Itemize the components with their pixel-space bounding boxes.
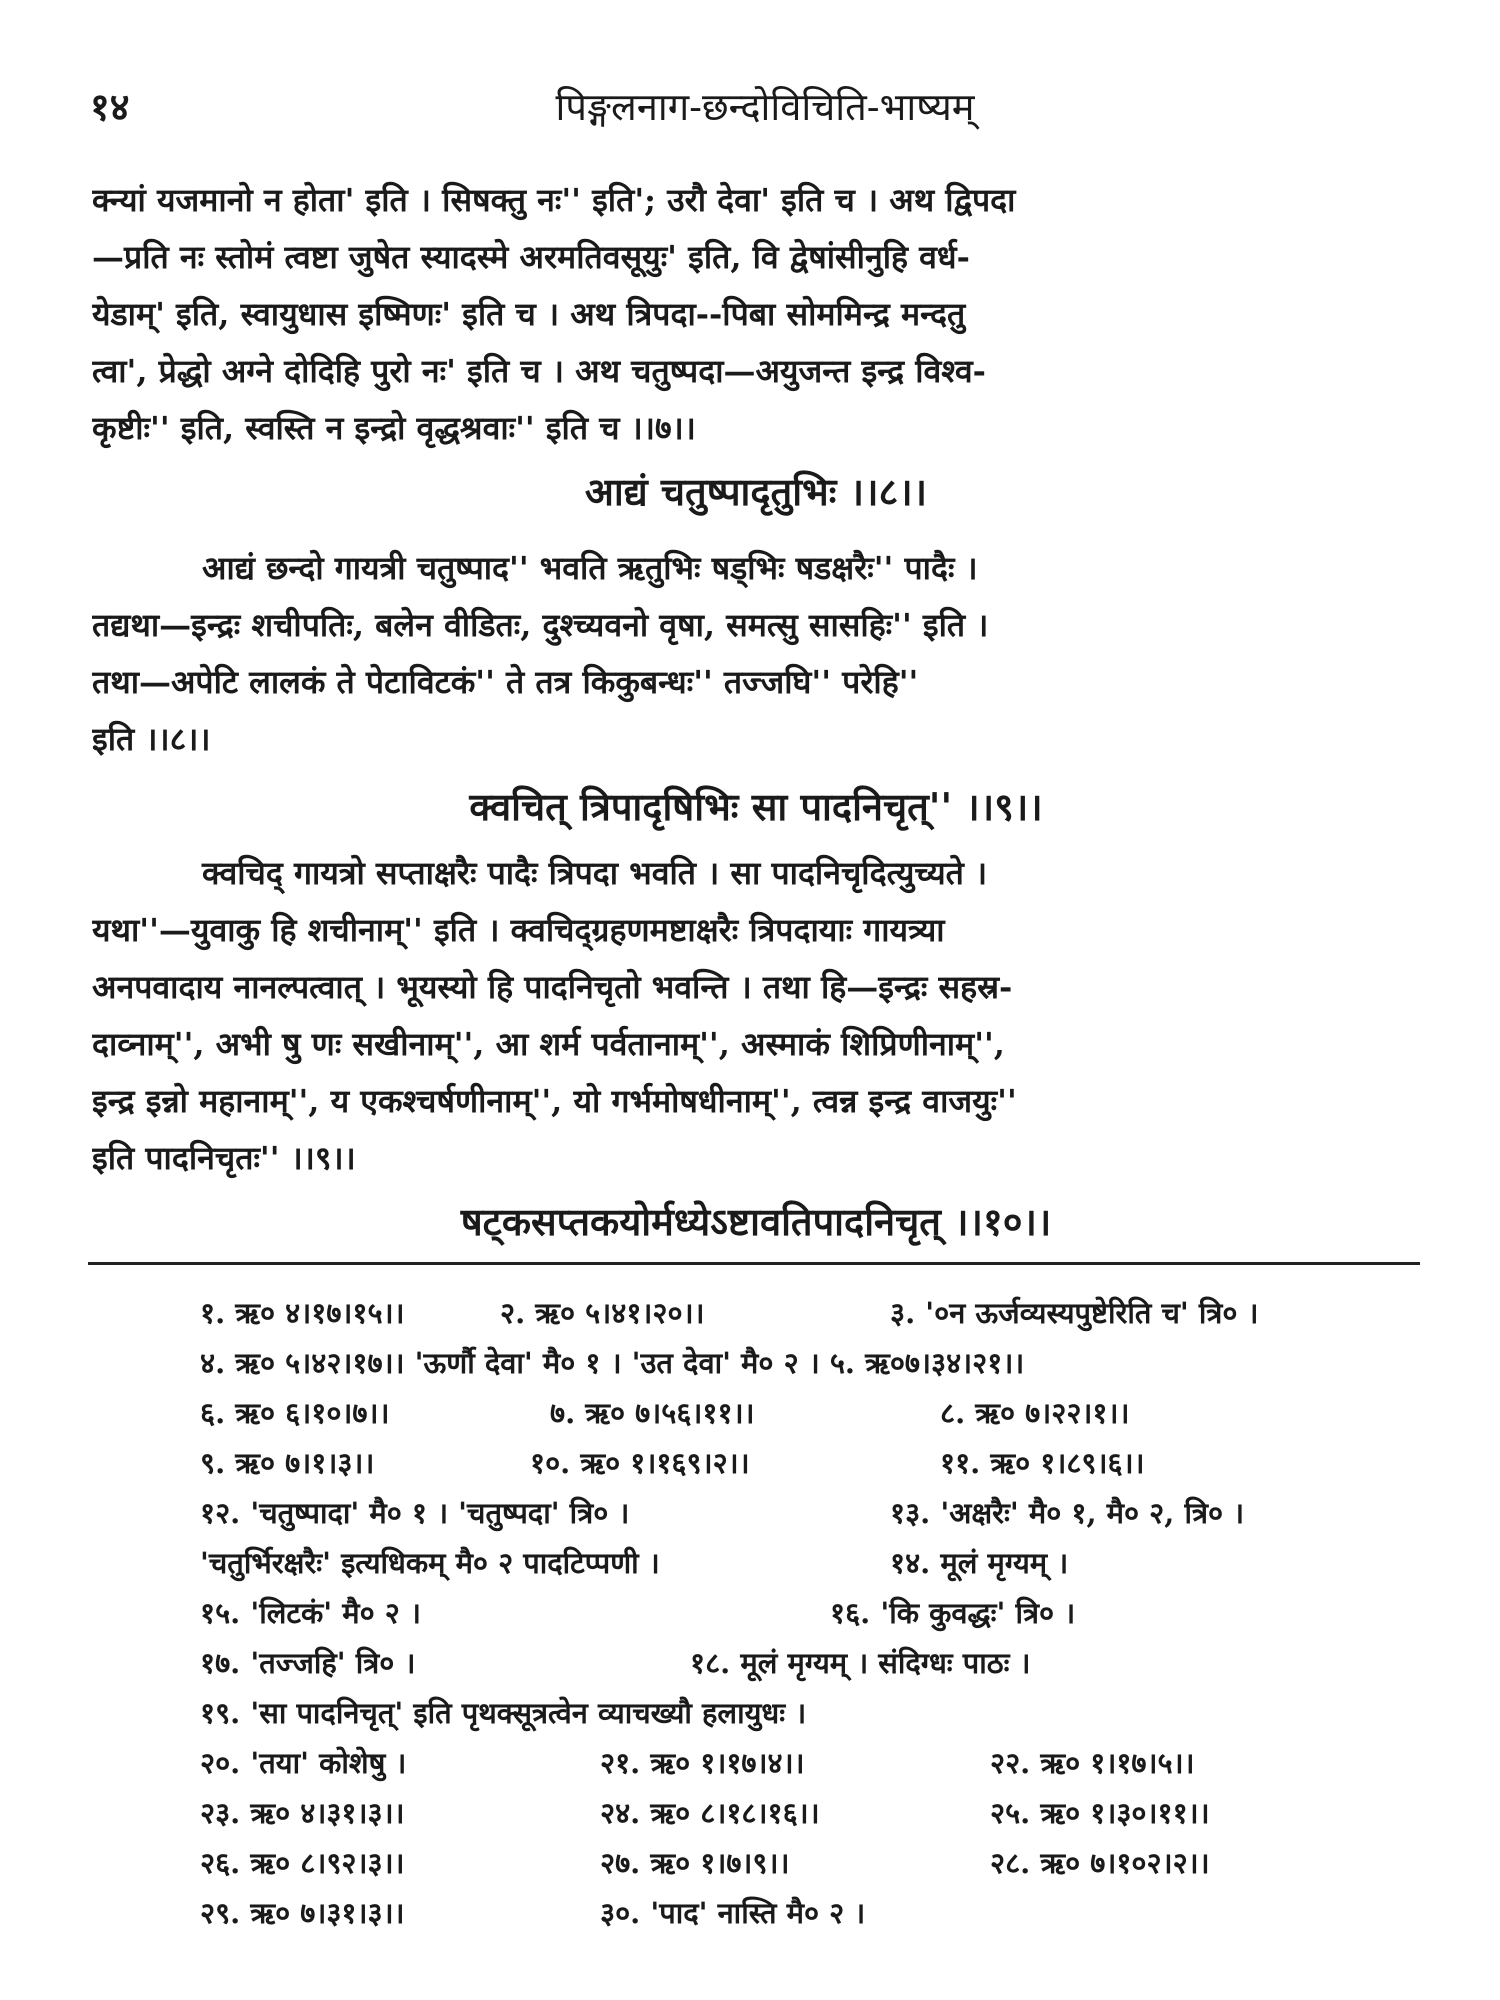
footnote: २. ऋ० ५।४१।२०।।	[500, 1296, 705, 1330]
text-line: क्न्यां यजमानो न होता' इति । सिषक्तु नः'' इति'; उरौ देवा' इति च । अथ द्विपदा	[92, 181, 1016, 219]
footnote: १८. मूलं मृग्यम् । संदिग्धः पाठः ।	[690, 1646, 1031, 1680]
text-line: त्वा', प्रेद्धो अग्ने दोदिहि पुरो नः' इति च । अथ चतुष्पदा—अयुजन्त इन्द्र विश्व-	[92, 352, 986, 390]
footnote-row	[200, 1438, 1420, 1488]
footnote-row	[200, 1488, 1420, 1538]
footnotes	[200, 1288, 1420, 1938]
footnote: १५. 'लिटकं' मै० २ ।	[200, 1596, 421, 1630]
sutra-8-heading: आद्यं चतुष्पादृतुभिः ।।८।।	[584, 469, 928, 514]
footnote: ४. ऋ० ५।४२।१७।। 'ऊर्णौ देवा' मै० १ । 'उत देवा' मै० २ । ५. ऋ०७।३४।२१।।	[200, 1346, 1025, 1380]
footnote: १९. 'सा पादनिचृत्' इति पृथक्सूत्रत्वेन व्याचख्यौ हलायुधः ।	[200, 1696, 807, 1730]
footnote: २१. ऋ० १।१७।४।।	[600, 1746, 805, 1780]
text-line: अनपवादाय नानल्पत्वात् । भूयस्यो हि पादनिचृतो भवन्ति । तथा हि—इन्द्रः सहस्र-	[92, 968, 1013, 1006]
footnote: 'चतुर्भिरक्षरैः' इत्यधिकम् मै० २ पादटिप्पणी ।	[200, 1546, 660, 1580]
footnote: ७. ऋ० ७।५६।११।।	[550, 1396, 755, 1430]
footnote: २५. ऋ० १।३०।११।।	[990, 1796, 1210, 1830]
text-line: दाव्नाम्'', अभी षु णः सखीनाम्'', आ शर्म पर्वतानाम्'', अस्माकं शिप्रिणीनाम्'',	[92, 1025, 1005, 1063]
commentary-paragraph-7	[92, 172, 1420, 457]
text-line: येडाम्' इति, स्वायुधास इष्मिणः' इति च । अथ त्रिपदा--पिबा सोममिन्द्र मन्दतु	[92, 295, 966, 333]
footnote-row	[200, 1888, 1420, 1938]
footnote-row	[200, 1538, 1420, 1588]
footnote: १४. मूलं मृग्यम् ।	[890, 1546, 1069, 1580]
footnote-divider	[88, 1262, 1420, 1265]
footnote-row	[200, 1338, 1420, 1388]
text-line: क्वचिद् गायत्रो सप्ताक्षरैः पादैः त्रिपदा भवति । सा पादनिचृदित्युच्यते ।	[202, 854, 988, 892]
footnote: ९. ऋ० ७।१।३।।	[200, 1446, 375, 1480]
text-line: —प्रति नः स्तोमं त्वष्टा जुषेत स्यादस्मे अरमतिवसूयुः' इति, वि द्वेषांसीनुहि वर्ध-	[92, 238, 970, 276]
footnote: १०. ऋ० १।१६९।२।।	[530, 1446, 750, 1480]
footnote: ८. ऋ० ७।२२।१।।	[940, 1396, 1130, 1430]
footnote-row	[200, 1738, 1420, 1788]
footnote-row	[200, 1838, 1420, 1888]
footnote: ६. ऋ० ६।१०।७।।	[200, 1396, 390, 1430]
running-head	[90, 80, 1440, 140]
footnote: १३. 'अक्षरैः' मै० १, मै० २, त्रि० ।	[890, 1496, 1245, 1530]
footnote: १. ऋ० ४।१७।१५।।	[200, 1296, 405, 1330]
page-number: १४	[90, 84, 130, 129]
footnote: ३. '०न ऊर्जव्यस्यपुष्टेरिति च' त्रि० ।	[890, 1296, 1259, 1330]
footnote-row	[200, 1638, 1420, 1688]
footnote: २९. ऋ० ७।३१।३।।	[200, 1896, 405, 1930]
footnote-row	[200, 1588, 1420, 1638]
footnote: २३. ऋ० ४।३१।३।।	[200, 1796, 405, 1830]
footnote-row	[200, 1388, 1420, 1438]
footnote: १२. 'चतुष्पादा' मै० १ । 'चतुष्पदा' त्रि० ।	[200, 1496, 630, 1530]
text-line: आद्यं छन्दो गायत्री चतुष्पाद'' भवति ऋतुभिः षड्भिः षडक्षरैः'' पादैः ।	[202, 549, 978, 587]
text-line: इति ।।८।।	[92, 720, 211, 758]
footnote: २८. ऋ० ७।१०२।२।।	[990, 1846, 1210, 1880]
text-line: इति पादनिचृतः'' ।।९।।	[92, 1139, 356, 1177]
text-line: इन्द्र इन्नो महानाम्'', य एकश्चर्षणीनाम्'', यो गर्भमोषधीनाम्'', त्वन्न इन्द्र वाजयुः''	[92, 1082, 1017, 1120]
commentary-paragraph-8	[92, 540, 1420, 768]
text-line: कृष्टीः'' इति, स्वस्ति न इन्द्रो वृद्धश्रवाः'' इति च ।।७।।	[92, 409, 696, 447]
header-title: पिङ्गलनाग-छन्दोविचिति-भाष्यम्	[555, 85, 975, 129]
footnote: ३०. 'पाद' नास्ति मै० २ ।	[600, 1896, 866, 1930]
footnote-row	[200, 1288, 1420, 1338]
footnote: २४. ऋ० ८।१८।१६।।	[600, 1796, 820, 1830]
sutra-9-heading: क्वचित् त्रिपादृषिभिः सा पादनिचृत्'' ।।९।।	[469, 784, 1043, 829]
footnote: २२. ऋ० १।१७।५।।	[990, 1746, 1195, 1780]
text-line: तद्यथा—इन्द्रः शचीपतिः, बलेन वीडितः, दुश्च्यवनो वृषा, समत्सु सासहिः'' इति ।	[92, 606, 989, 644]
sutra-10-heading: षट्कसप्तकयोर्मध्येऽष्टावतिपादनिचृत् ।।१०।।	[460, 1199, 1052, 1244]
footnote: २७. ऋ० १।७।९।।	[600, 1846, 790, 1880]
commentary-paragraph-9	[92, 845, 1420, 1187]
footnote-row	[200, 1788, 1420, 1838]
footnote: ११. ऋ० १।८९।६।।	[940, 1446, 1145, 1480]
footnote: २६. ऋ० ८।९२।३।।	[200, 1846, 405, 1880]
text-line: तथा—अपेटि लालकं ते पेटाविटकं'' ते तत्र किकुबन्धः'' तज्जघि'' परेहि''	[92, 663, 919, 701]
footnote-row	[200, 1688, 1420, 1738]
text-line: यथा''—युवाकु हि शचीनाम्'' इति । क्वचिद्ग्रहणमष्टाक्षरैः त्रिपदायाः गायत्र्या	[92, 911, 945, 949]
footnote: १६. 'कि कुवद्धः' त्रि० ।	[830, 1596, 1076, 1630]
footnote: २०. 'तया' कोशेषु ।	[200, 1746, 407, 1780]
footnote: १७. 'तज्जहि' त्रि० ।	[200, 1646, 416, 1680]
